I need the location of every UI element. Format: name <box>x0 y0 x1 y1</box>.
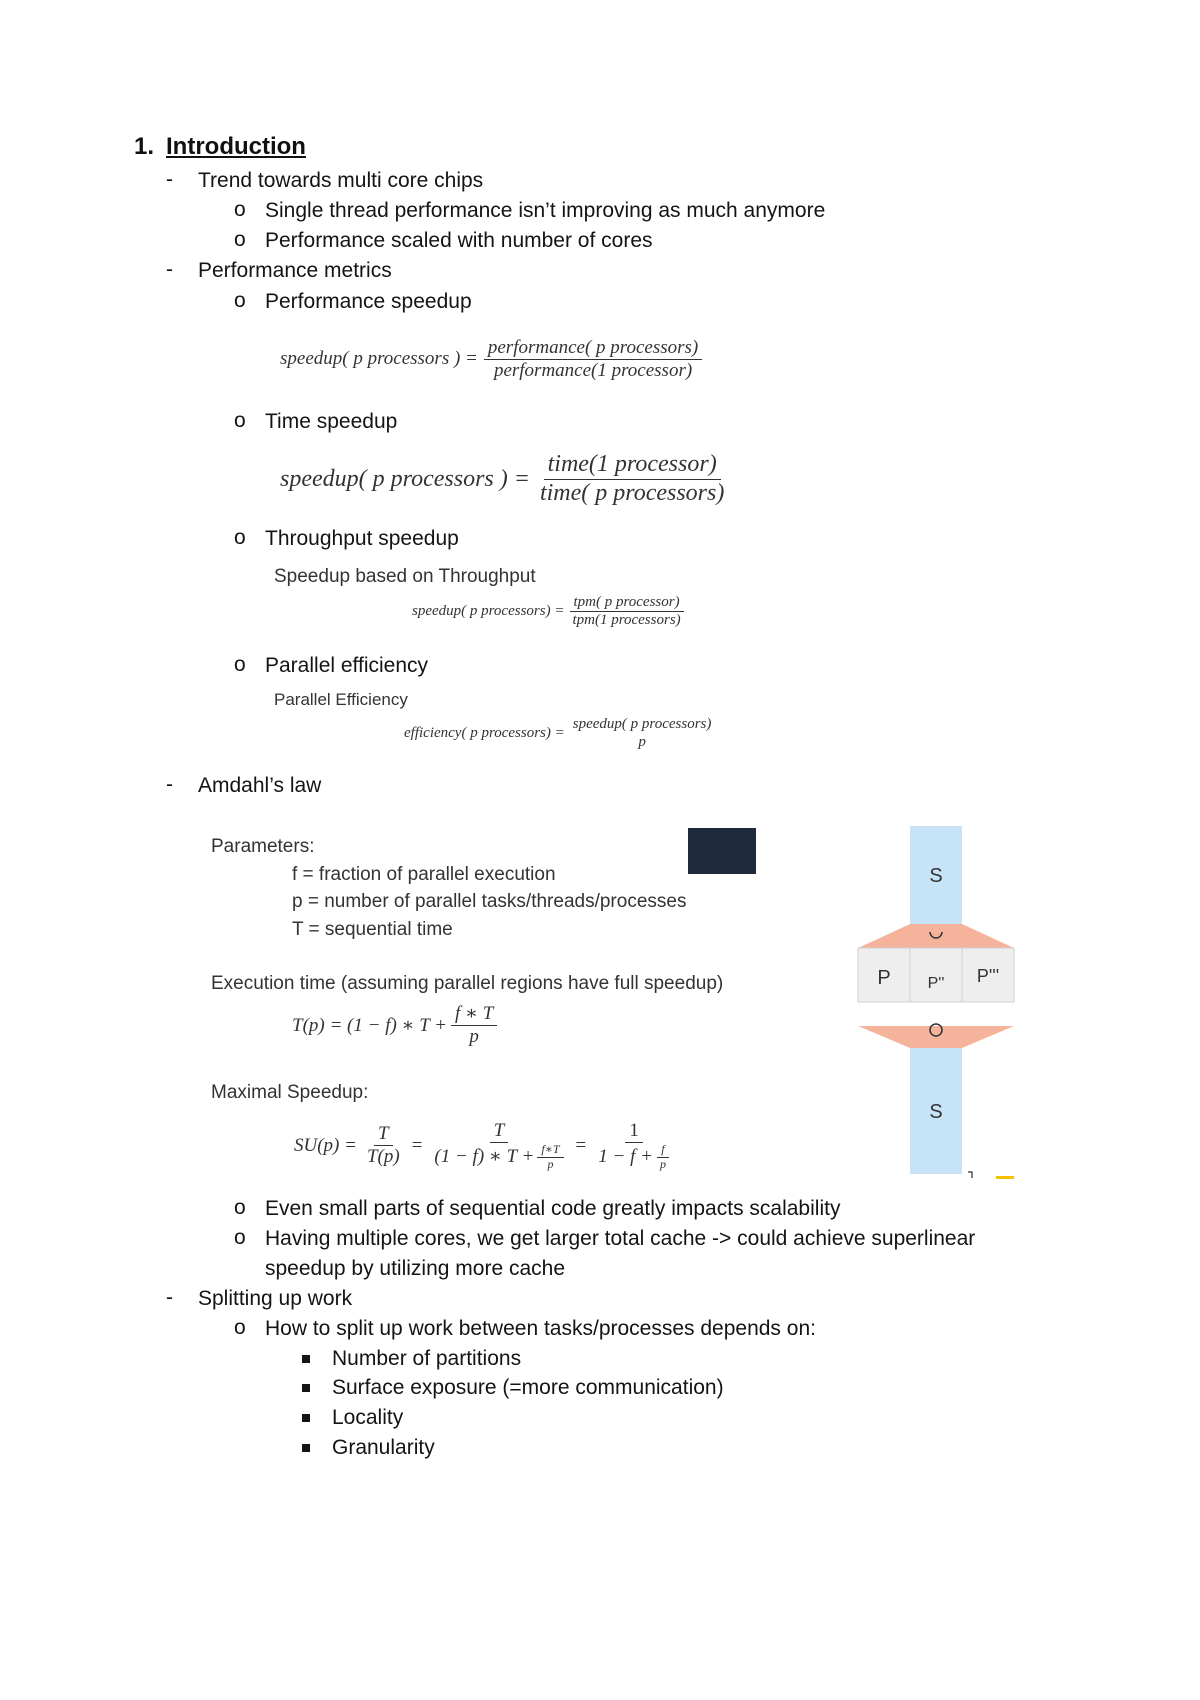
splitting-bullet: Granularity <box>332 1436 435 1459</box>
perf-speedup-label: Performance speedup <box>265 290 472 313</box>
fork-arrow <box>858 924 1014 948</box>
formula-lhs: SU(p) = <box>294 1134 357 1156</box>
formula-lhs: speedup( p processors ) = <box>280 348 478 370</box>
square-bullet-icon <box>302 1414 310 1422</box>
join-arrow <box>858 1026 1014 1048</box>
formula-lhs: speedup( p processors) = <box>412 603 565 620</box>
formula-denominator: tpm(1 processors) <box>572 612 681 629</box>
time-speedup-formula <box>280 451 728 507</box>
efficiency-formula <box>404 716 715 752</box>
square-bullet-icon <box>302 1444 310 1452</box>
param-line: f = fraction of parallel execution <box>292 864 556 885</box>
circle-marker: o <box>234 1196 246 1219</box>
circle-marker: o <box>234 409 246 432</box>
diagram-label-s-bottom: S <box>929 1101 943 1123</box>
throughput-speedup-label: Throughput speedup <box>265 527 459 550</box>
efficiency-label: Parallel efficiency <box>265 654 429 677</box>
trend-label: Trend towards multi core chips <box>198 169 484 192</box>
formula-numerator: tpm( p processor) <box>570 594 684 612</box>
circle-marker: o <box>234 228 246 251</box>
formula-denominator: p <box>638 734 646 751</box>
circle-marker: o <box>234 198 246 221</box>
formula-numerator: T <box>490 1120 509 1143</box>
time-speedup-label: Time speedup <box>265 410 398 433</box>
circle-marker: o <box>234 1226 246 1249</box>
circle-marker: o <box>234 526 246 549</box>
metrics-label: Performance metrics <box>198 259 392 282</box>
diagram-label-p1: P <box>877 967 891 989</box>
amdahl-item-continued: speedup by utilizing more cache <box>265 1257 566 1280</box>
amdahl-diagram <box>850 820 1030 1190</box>
param-line: p = number of parallel tasks/threads/processes <box>292 891 687 912</box>
diagram-label-p2: P'' <box>927 975 945 992</box>
dash-marker: - <box>166 258 173 281</box>
dash-marker: - <box>166 773 173 796</box>
formula-numerator: 1 <box>625 1120 643 1143</box>
dash-marker: - <box>166 1286 173 1309</box>
formula-lhs: speedup( p processors ) = <box>280 465 530 492</box>
square-bullet-icon <box>302 1384 310 1392</box>
circle-marker: o <box>234 653 246 676</box>
section-number: 1. <box>134 133 155 160</box>
formula-denominator: (1 − f) ∗ T + $\frac{f∗T}{p}$ <box>430 1143 567 1172</box>
corner-mark <box>968 1172 972 1178</box>
formula-numerator: T <box>374 1123 393 1146</box>
perf-speedup-formula <box>280 337 702 382</box>
section-title: Introduction <box>166 133 306 160</box>
dark-image-fragment <box>688 828 756 874</box>
amdahl-item: Having multiple cores, we get larger total cache -> could achieve superlinear <box>265 1227 976 1250</box>
trend-item: Performance scaled with number of cores <box>265 229 653 252</box>
formula-lhs: efficiency( p processors) = <box>404 725 565 742</box>
diagram-label-s-top: S <box>929 865 943 887</box>
formula-lhs: T(p) = (1 − f) ∗ T + <box>292 1014 448 1036</box>
exec-title: Execution time (assuming parallel regions have full speedup) <box>211 973 724 994</box>
amdahl-item: Even small parts of sequential code greatly impacts scalability <box>265 1197 841 1220</box>
splitting-bullet: Number of partitions <box>332 1347 522 1370</box>
splitting-bullet: Surface exposure (=more communication) <box>332 1376 724 1399</box>
throughput-caption: Speedup based on Throughput <box>274 566 536 587</box>
circle-marker: o <box>234 1316 246 1339</box>
efficiency-caption: Parallel Efficiency <box>274 690 408 709</box>
exec-time-formula <box>292 1003 497 1048</box>
formula-denominator: T(p) <box>366 1146 400 1168</box>
formula-denominator: p <box>469 1025 479 1047</box>
formula-numerator: time(1 processor) <box>544 451 721 480</box>
splitting-sub: How to split up work between tasks/processes depends on: <box>265 1317 816 1340</box>
max-speedup-formula <box>294 1120 674 1171</box>
formula-denominator: 1 − f + $\frac{f}{p}$ <box>594 1143 674 1172</box>
param-line: T = sequential time <box>292 919 453 940</box>
circle-marker: o <box>234 289 246 312</box>
params-title: Parameters: <box>211 836 315 857</box>
trend-item: Single thread performance isn’t improving as much anymore <box>265 199 826 222</box>
square-bullet-icon <box>302 1355 310 1363</box>
splitting-bullet: Locality <box>332 1406 404 1429</box>
equals-sign: = <box>575 1134 587 1156</box>
max-speedup-title: Maximal Speedup: <box>211 1082 369 1103</box>
formula-denominator: performance(1 processor) <box>493 359 693 381</box>
equals-sign: = <box>411 1134 423 1156</box>
yellow-mark <box>996 1176 1014 1179</box>
dash-marker: - <box>166 168 173 191</box>
formula-numerator: performance( p processors) <box>484 337 702 360</box>
splitting-label: Splitting up work <box>198 1287 353 1310</box>
diagram-label-p3: P''' <box>976 966 1000 986</box>
throughput-formula <box>412 594 685 630</box>
amdahl-label: Amdahl’s law <box>198 774 322 797</box>
formula-denominator: time( p processors) <box>539 479 725 506</box>
formula-numerator: f ∗ T <box>451 1003 497 1026</box>
formula-numerator: speedup( p processors) <box>572 716 712 732</box>
